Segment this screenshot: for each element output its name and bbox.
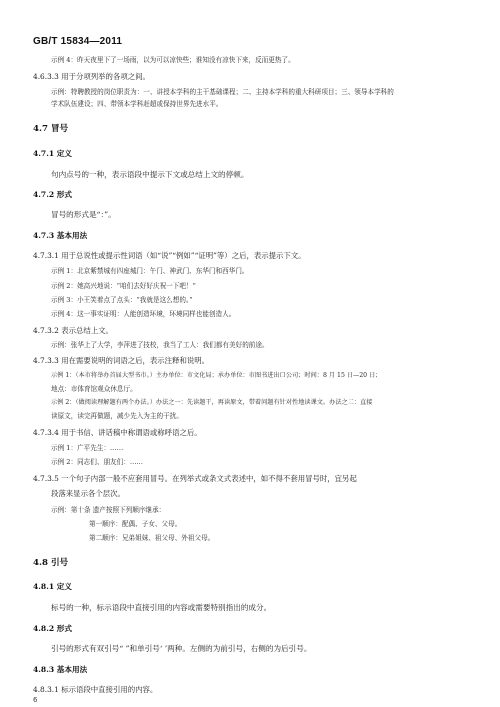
clause-4-6-3-3: 4.6.3.3 用于分项列举的各项之间。 xyxy=(33,72,150,81)
example-line: 示例 2：同志们、朋友们：…… xyxy=(51,458,144,466)
example-line: 示例 1：（本市将举办首届大型书市。）主办单位：市文化局；承办单位：市图书进出口公司；时间：8 月 15 日—20 日； xyxy=(51,372,382,379)
subsection-heading-4-8-2: 4.8.2 形式 xyxy=(33,624,72,633)
example-line: 示例 2：（做阅读理解题有两个办法。）办法之一：先读题干，再读原文，带着问题有针对性地读课文。办法之二：直接 xyxy=(51,399,373,406)
example-line: 示例 4：昨天夜里下了一场雨，以为可以凉快些；谁知没有凉快下来，反而更热了。 xyxy=(51,56,295,64)
example-line: 第一顺序：配偶、子女、父母。 xyxy=(89,520,182,528)
standard-code-header: GB/T 15834—2011 xyxy=(33,36,123,47)
clause-4-8-3-1: 4.8.3.1 标示语段中直接引用的内容。 xyxy=(33,685,158,694)
section-heading-4-7: 4.7 冒号 xyxy=(33,124,69,134)
subsection-heading-4-7-1: 4.7.1 定义 xyxy=(33,149,72,158)
clause-4-7-3-1: 4.7.3.1 用于总说性或提示性词语（如“说”“例如”“证明”等）之后，表示提示下文。 xyxy=(33,251,306,260)
form-text: 冒号的形式是“：”。 xyxy=(51,210,116,219)
subsection-heading-4-7-2: 4.7.2 形式 xyxy=(33,190,72,199)
example-line: 第二顺序：兄弟姐妹、祖父母、外祖父母。 xyxy=(89,534,215,542)
subsection-heading-4-8-3: 4.8.3 基本用法 xyxy=(33,665,88,674)
clause-4-7-3-4: 4.7.3.4 用于书信、讲话稿中称谓语或称呼语之后。 xyxy=(33,428,202,437)
example-line: 地点：市体育馆观众休息厅。 xyxy=(51,385,137,393)
clause-4-7-3-5: 4.7.3.5 一个句子内部一般不应套用冒号。在列举式或条文式表述中，如不得不套用冒号时，宜另起 xyxy=(33,474,357,483)
clause-continuation: 段落来显示各个层次。 xyxy=(51,489,125,498)
form-text: 引号的形式有双引号“ ”和单引号‘ ’两种。左侧的为前引号，右侧的为后引号。 xyxy=(51,644,312,653)
clause-4-7-3-3: 4.7.3.3 用在需要说明的词语之后，表示注释和说明。 xyxy=(33,356,210,365)
clause-4-7-3-2: 4.7.3.2 表示总结上文。 xyxy=(33,326,113,335)
example-line: 示例 4：这一事实证明：人能创造环境，环境同样也能创造人。 xyxy=(51,310,236,318)
section-heading-4-8: 4.8 引号 xyxy=(33,558,69,568)
example-line: 示例：张华上了大学，李萍进了技校，我当了工人：我们都有美好的前途。 xyxy=(51,341,269,349)
example-line: 学术队伍建设；四、带领本学科赶超或保持世界先进水平。 xyxy=(51,100,223,108)
definition-text: 标号的一种，标示语段中直接引用的内容或需要特别指出的成分。 xyxy=(51,603,272,612)
subsection-heading-4-7-3: 4.7.3 基本用法 xyxy=(33,231,88,240)
example-line: 示例 3：小王笑着点了点头：“我就是这么想的。” xyxy=(51,296,193,304)
example-line: 示例 1：北京紫禁城有四座城门：午门、神武门、东华门和西华门。 xyxy=(51,267,249,275)
example-line: 示例：特聘教授的岗位职责为：一、讲授本学科的主干基础课程；二、主持本学科的重大科研项目；三、领导本学科的 xyxy=(51,88,394,96)
subsection-heading-4-8-1: 4.8.1 定义 xyxy=(33,582,72,591)
example-line: 读原文，读完再做题，减少先入为主的干扰。 xyxy=(51,412,183,420)
page-number: 6 xyxy=(33,696,38,704)
definition-text: 句内点号的一种，表示语段中提示下文或总结上文的停顿。 xyxy=(51,170,249,179)
example-line: 示例 2：她高兴地说：“咱们去好好庆祝一下吧！” xyxy=(51,282,196,290)
example-line: 示例 1：广平先生：…… xyxy=(51,444,124,452)
example-line: 示例：第十条 遗产按照下列顺序继承： xyxy=(51,506,166,514)
